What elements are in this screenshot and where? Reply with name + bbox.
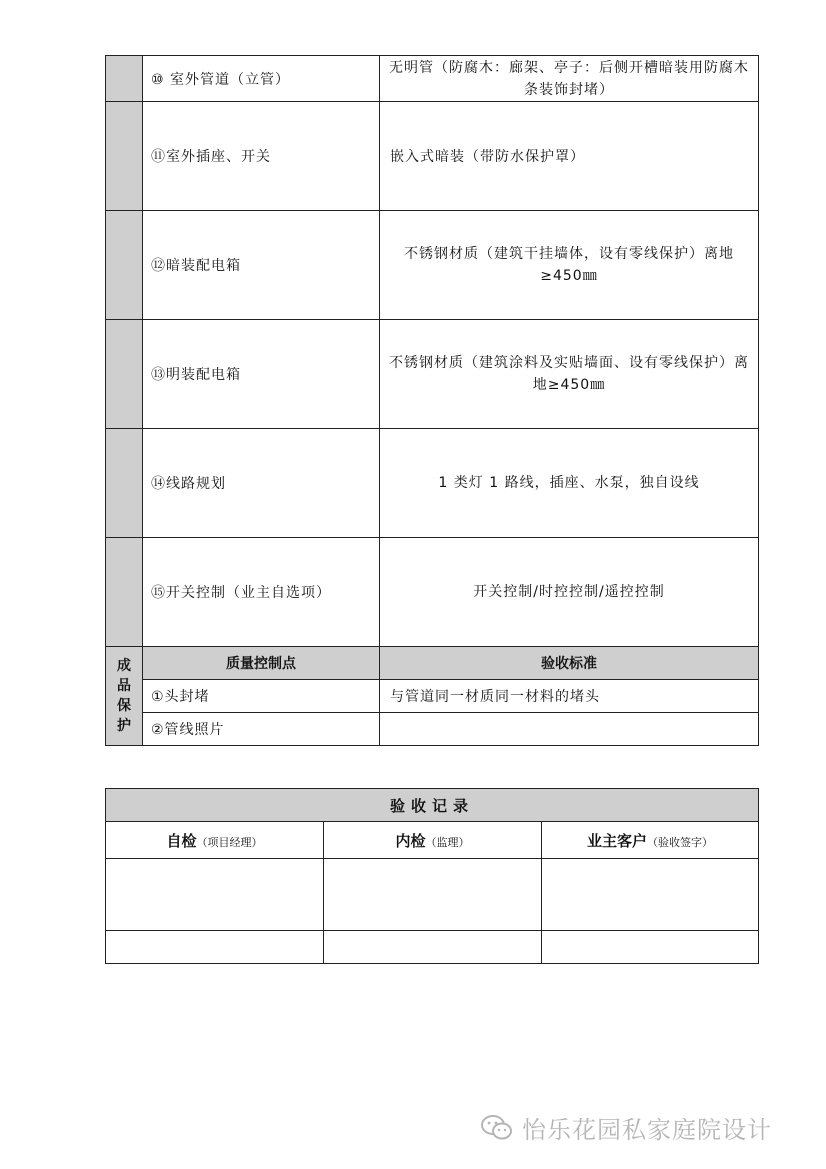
- table-row: [106, 320, 759, 429]
- acceptance-standards-table: [105, 55, 759, 746]
- record-cell: [324, 931, 542, 964]
- item-label: ⑭线路规划: [143, 429, 380, 538]
- item-standard: 开关控制/时控控制/遥控控制: [380, 538, 759, 647]
- item-standard: 无明管（防腐木：廊架、亭子：后侧开槽暗装用防腐木条装饰封堵）: [380, 56, 759, 102]
- signature-cell: [324, 859, 542, 931]
- item-standard: 不锈钢材质（建筑干挂墙体，设有零线保护）离地≥450㎜: [380, 211, 759, 320]
- finished-header-row: [106, 647, 759, 680]
- table-row: [106, 56, 759, 102]
- item-label: ⑪室外插座、开关: [143, 102, 380, 211]
- record-col-self-check: 自检（项目经理）: [106, 822, 324, 859]
- record-col-internal-check: 内检（监理）: [324, 822, 542, 859]
- finished-item-label: ②管线照片: [143, 713, 380, 746]
- item-standard: 1 类灯 1 路线，插座、水泵，独自设线: [380, 429, 759, 538]
- record-title: 验收记录: [106, 789, 759, 822]
- item-standard: 不锈钢材质（建筑涂料及实贴墙面、设有零线保护）离地≥450㎜: [380, 320, 759, 429]
- table-row: [106, 102, 759, 211]
- finished-item-standard: [380, 713, 759, 746]
- watermark-text: 怡乐花园私家庭院设计: [522, 1116, 772, 1144]
- record-signature-row: [106, 859, 759, 931]
- record-date-row: [106, 931, 759, 964]
- table-row: [106, 429, 759, 538]
- finished-protection-label: 成 品 保 护: [106, 647, 143, 746]
- header-control-point: 质量控制点: [143, 647, 380, 680]
- acceptance-record-table: [105, 788, 759, 964]
- item-label: ⑫暗装配电箱: [143, 211, 380, 320]
- table-row: [106, 538, 759, 647]
- signature-cell: [542, 859, 759, 931]
- table-row: [106, 211, 759, 320]
- table-row: [106, 713, 759, 746]
- table-row: [106, 680, 759, 713]
- finished-item-label: ①头封堵: [143, 680, 380, 713]
- item-label: ⑩ 室外管道（立管）: [143, 56, 380, 102]
- header-acceptance-standard: 验收标准: [380, 647, 759, 680]
- watermark: [480, 1110, 772, 1145]
- record-cell: [542, 931, 759, 964]
- record-cell: [106, 931, 324, 964]
- signature-cell: [106, 859, 324, 931]
- wechat-icon: [480, 1113, 514, 1143]
- item-label: ⑬明装配电箱: [143, 320, 380, 429]
- item-label: ⑮开关控制（业主自选项）: [143, 538, 380, 647]
- record-col-owner-client: 业主客户（验收签字）: [542, 822, 759, 859]
- finished-item-standard: 与管道同一材质同一材料的堵头: [380, 680, 759, 713]
- item-standard: 嵌入式暗装（带防水保护罩）: [380, 102, 759, 211]
